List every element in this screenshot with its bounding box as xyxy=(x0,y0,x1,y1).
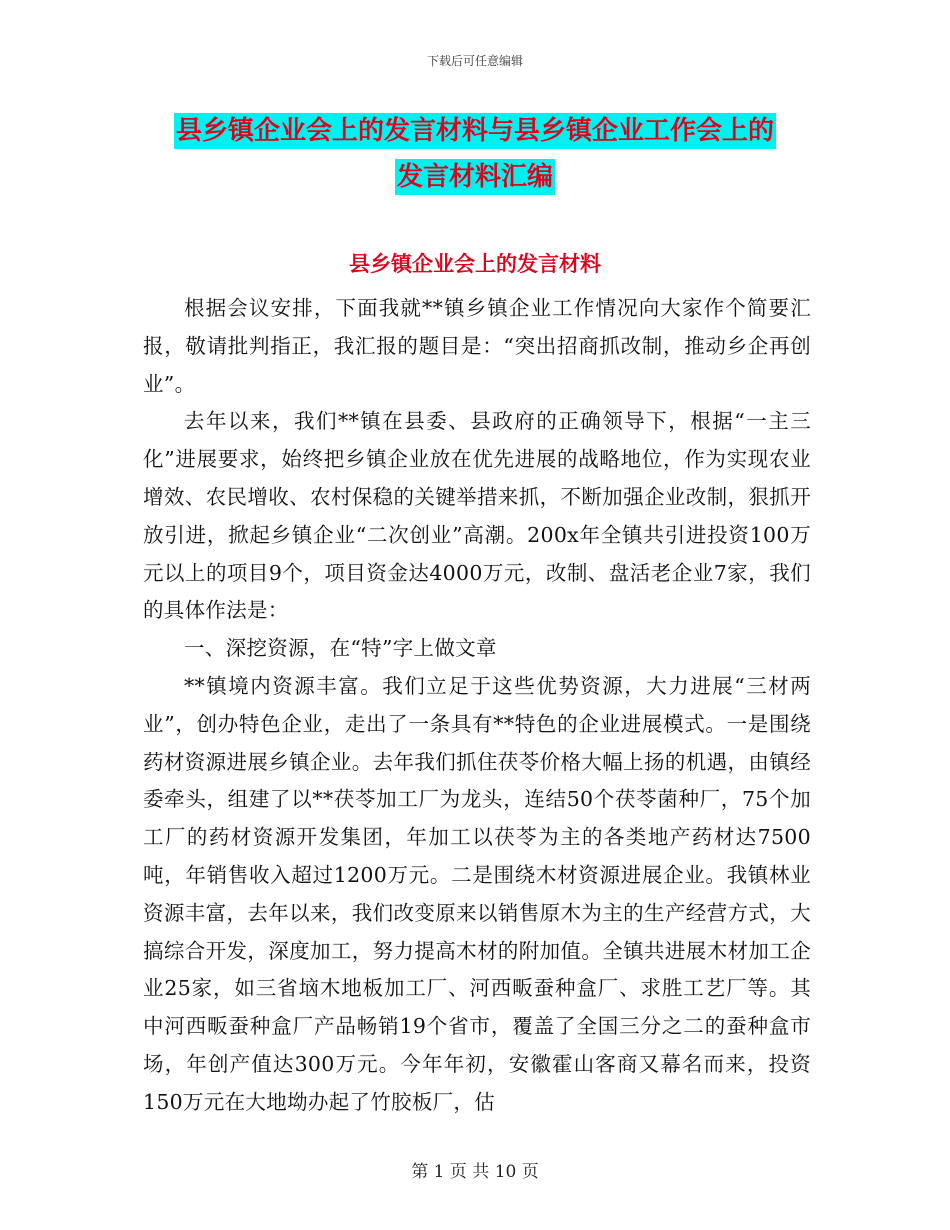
section-title: 县乡镇企业会上的发言材料 xyxy=(349,252,601,276)
paragraph-overview: 去年以来，我们**镇在县委、县政府的正确领导下，根据“一主三化”进展要求，始终把乡镇企业放在优先进展的战略地位，作为实现农业增效、农民增收、农村保稳的关键举措来抓，不断加强企业改制，狠抓开放引进，掀起乡镇企业“二次创业”高潮。200x年全镇共引进投资100万元以上的项目9个，项目资金达4000万元，改制、盘活老企业7家，我们的具体作法是： xyxy=(143,409,811,623)
title-highlight-1: 县乡镇企业会上的发言材料与县乡镇企业工作会上的 xyxy=(174,113,776,149)
title-highlight-2: 发言材料汇编 xyxy=(395,159,555,195)
page-header-note: 下载后可任意编辑 xyxy=(426,54,523,68)
document-body xyxy=(143,290,811,1122)
paragraph-heading-1: 一、深挖资源，在“特”字上做文章 xyxy=(184,636,497,661)
paragraph-resources: **镇境内资源丰富。我们立足于这些优势资源，大力进展“三材两业”，创办特色企业，走出了一条具有**特色的企业进展模式。一是围绕药材资源进展乡镇企业。去年我们抓住茯苓价格大幅上扬的机遇，由镇经委牵头，组建了以**茯苓加工厂为龙头，连结50个茯苓菌种厂，75个加工厂的药材资源开发集团，年加工以茯苓为主的各类地产药材达7500吨，年销售收入超过1200万元。二是围绕木材资源进展企业。我镇林业资源丰富，去年以来，我们改变原来以销售原木为主的生产经营方式，大搞综合开发，深度加工，努力提高木材的附加值。全镇共进展木材加工企业25家，如三省垴木地板加工厂、河西畈蚕种盒厂、求胜工艺厂等。其中河西畈蚕种盒厂产品畅销19个省市，覆盖了全国三分之二的蚕种盒市场，年创产值达300万元。今年年初，安徽霍山客商又幕名而来，投资150万元在大地坳办起了竹胶板厂，估 xyxy=(143,673,811,1114)
document-title-line-1 xyxy=(0,108,950,154)
document-title xyxy=(0,108,950,200)
page-number-footer: 第 1 页 共 10 页 xyxy=(411,1162,539,1182)
document-title-line-2 xyxy=(0,154,950,200)
paragraph-intro: 根据会议安排，下面我就**镇乡镇企业工作情况向大家作个简要汇报，敬请批判指正，我汇报的题目是：“突出招商抓改制，推动乡企再创业”。 xyxy=(143,296,811,396)
